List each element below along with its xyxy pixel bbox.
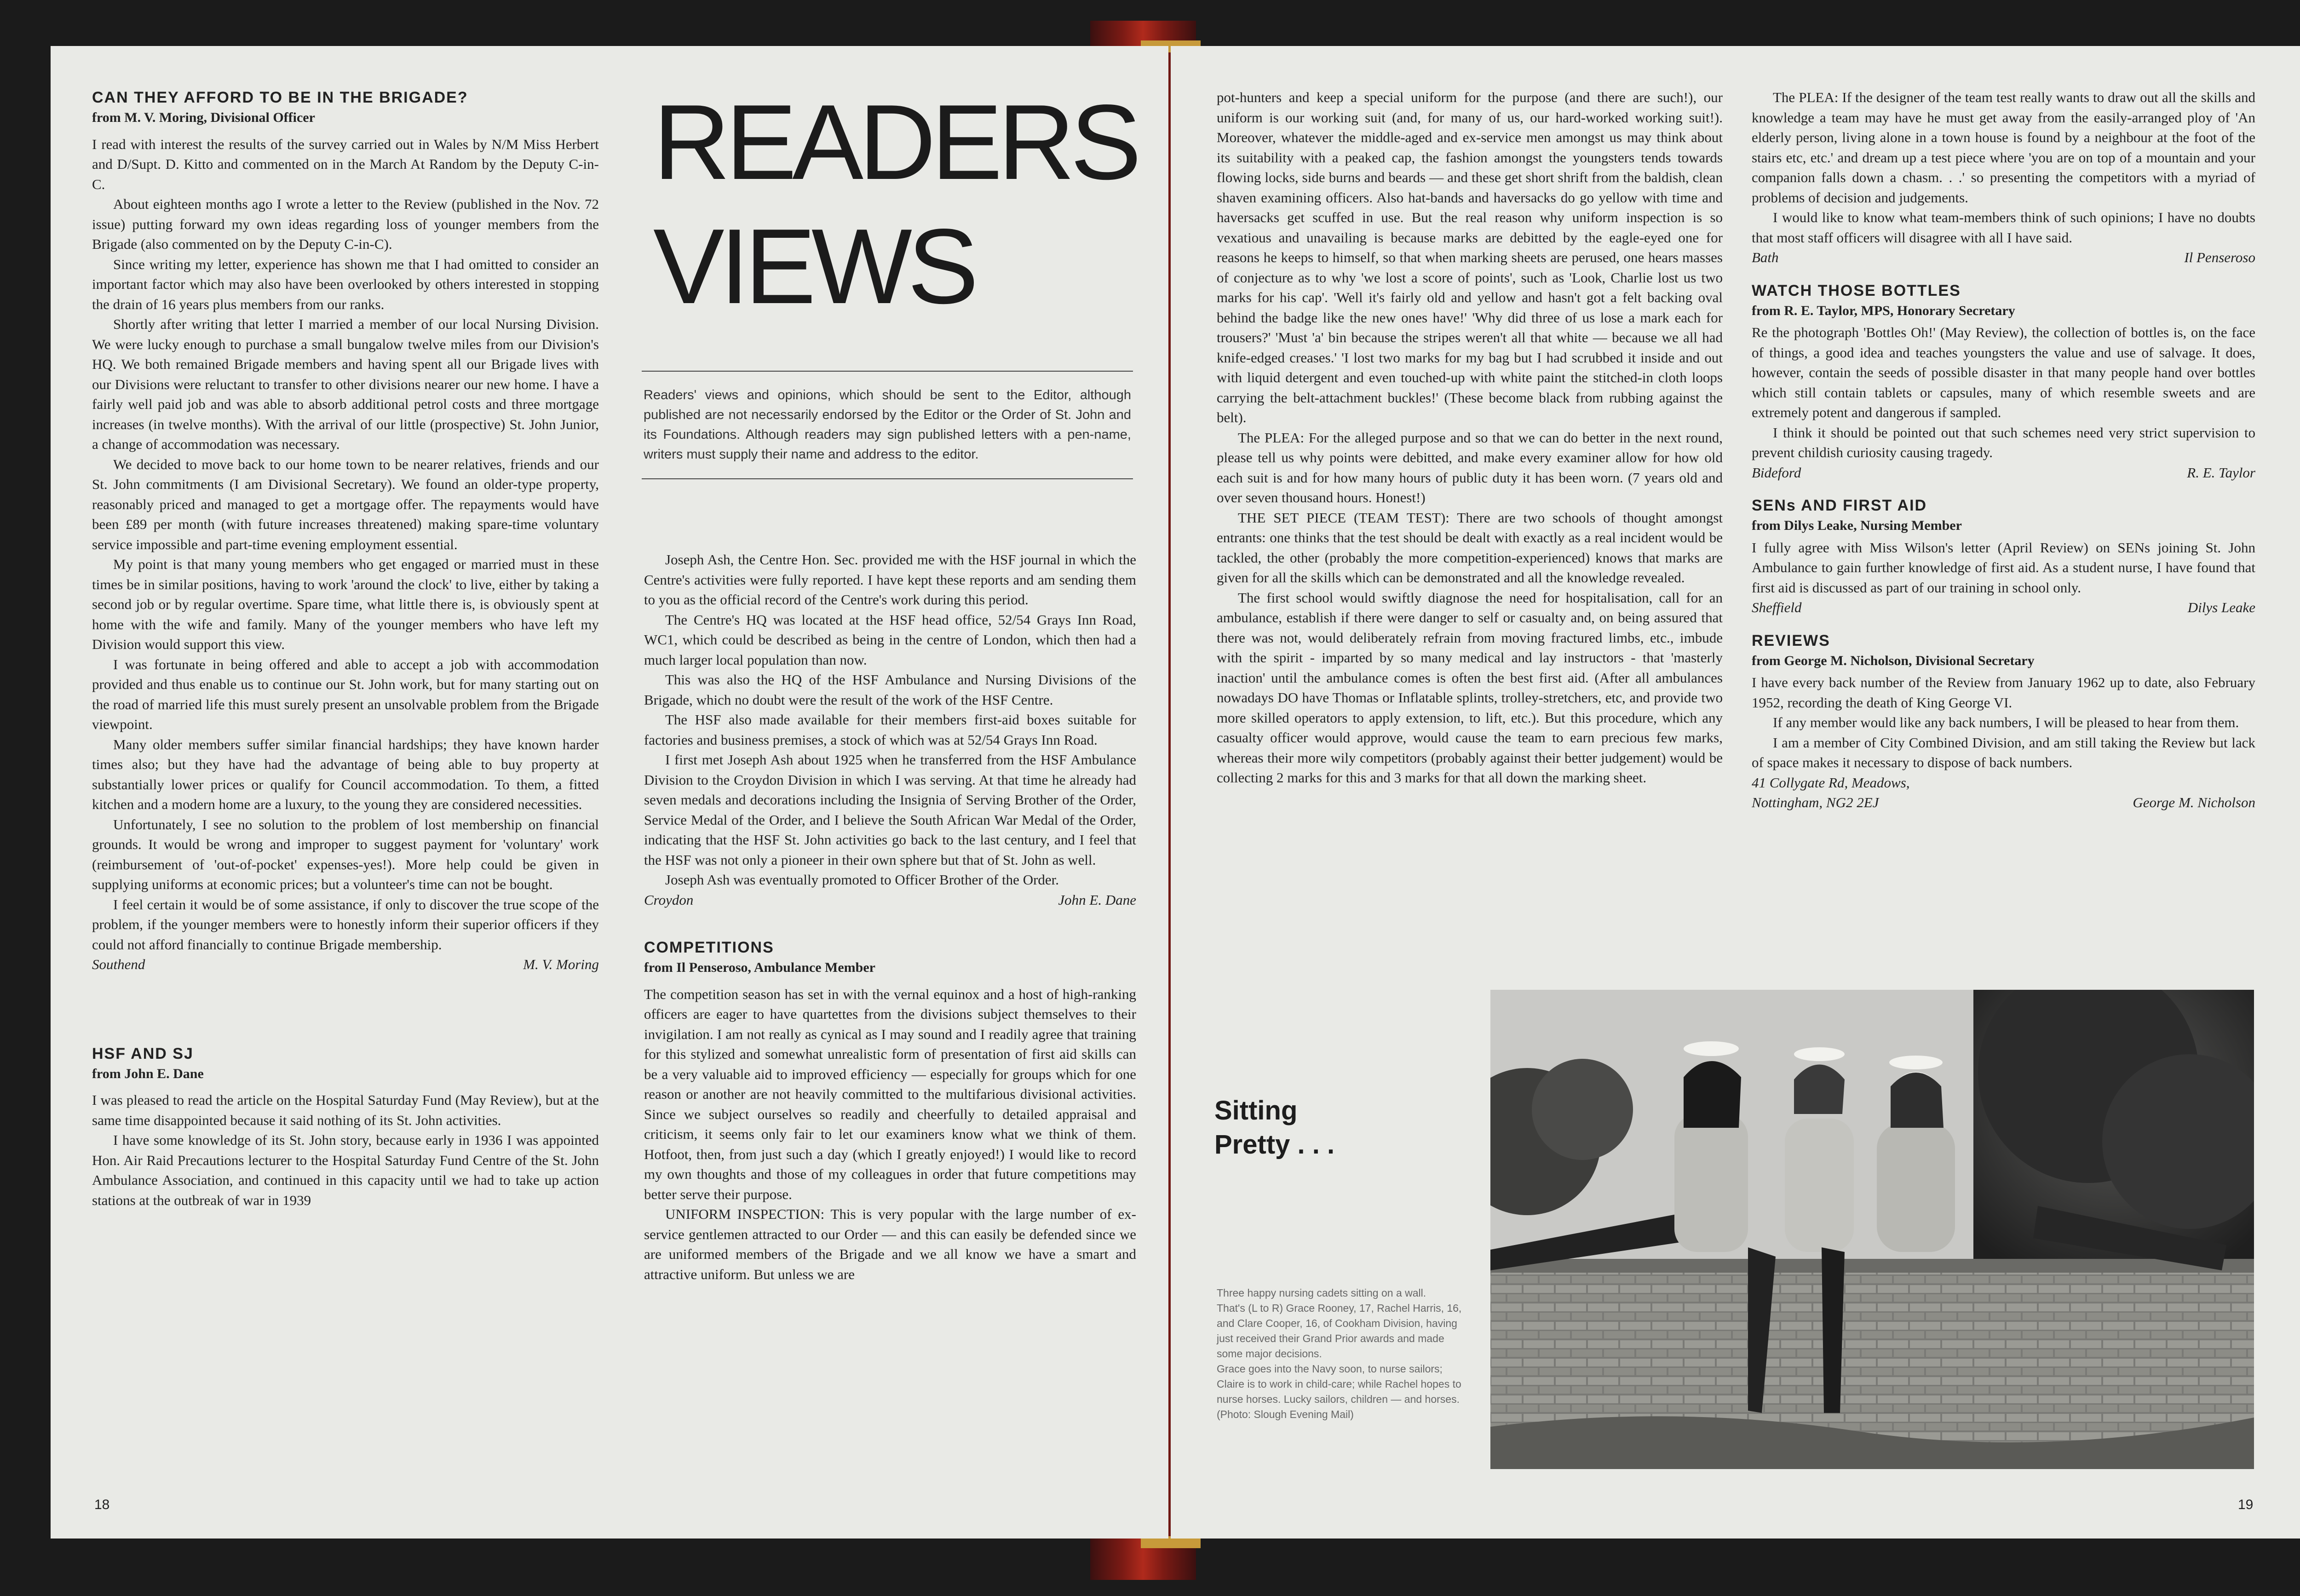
signature-name: Dilys Leake <box>2187 599 2255 615</box>
paragraph: About eighteen months ago I wrote a letter to the Review (published in the Nov. 72 issue) putting forward my own ideas regarding loss of younger members from the Brigade (also commented on by the Deputy C-in-C). <box>92 196 599 252</box>
nursing-cadets-photo <box>1490 990 2254 1469</box>
letter-column-right-2 <box>1752 87 2255 813</box>
letter-author: from M. V. Moring, Divisional Officer <box>92 110 315 125</box>
letter-author: from George M. Nicholson, Divisional Secretary <box>1752 653 2035 668</box>
paragraph: I would like to know what team-members think of such opinions; I have no doubts that most staff officers will disagree with all I have said. <box>1752 209 2255 246</box>
letter-author: from John E. Dane <box>92 1066 204 1081</box>
signature-name: John E. Dane <box>1058 891 1136 908</box>
paragraph: The first school would swiftly diagnose the need for hospitalisation, call for an ambulance, establish if there were danger to self or casualty and, on being assured that there was not, would deliberately refrain from moving fractured limbs, etc., imbude with the spirit - imparted by so many medical and lay instructors - that 'masterly inaction' until the ambulance comes is often the best first aid. (After all ambulances nowadays DO have Thomas or Inflatable splints, trolley-stretchers, etc, and provide two more skilled operators to apply extension, to lift, etc.). But this procedure, which any casualty officer would approve, would cause the team to earn precious few marks, whereas their more wily competitors (probably against their better judgement) would be collecting 2 marks for this and 3 marks for that all down the marking sheet. <box>1217 589 1723 786</box>
signature <box>1752 597 2255 618</box>
paragraph: My point is that many young members who get engaged or married must in these times be in similar positions, having to work 'around the clock' to live, either by taking a second job or by regular overtime. Spare time, what little there is, is obviously spent at home with the wife and family. Many of the younger members who have left my Division would support this view. <box>92 556 599 652</box>
photo-title <box>1214 1094 1334 1162</box>
paragraph: I read with interest the results of the survey carried out in Wales by N/M Miss Herbert and D/Supt. D. Kitto and commented on in the March At Random by the Deputy C-in-C. <box>92 136 599 192</box>
paragraph: I have every back number of the Review from January 1962 up to date, also February 1952, recording the death of King George VI. <box>1752 674 2255 711</box>
photo-title-line-1: Sitting <box>1214 1096 1298 1125</box>
paragraph: The Centre's HQ was located at the HSF head office, 52/54 Grays Inn Road, WC1, which could be described as being in the centre of London, which then had a much larger local population than now. <box>644 611 1136 668</box>
paragraph: This was also the HQ of the HSF Ambulance and Nursing Divisions of the Brigade, which no doubt were the result of the work of the HSF Centre. <box>644 672 1136 708</box>
paragraph: I have some knowledge of its St. John story, because early in 1936 I was appointed Hon. Air Raid Precautions lecturer to the Hospital Saturday Fund Centre of the St. John Ambulance Association, and continued in this capacity until we had to take up action stations at the outbreak of war in 1939 <box>92 1132 599 1208</box>
letter-column-middle <box>644 550 1136 1284</box>
title-line-2: VIEWS <box>653 207 974 326</box>
signature-place: Nottingham, NG2 2EJ <box>1752 794 1879 810</box>
letter-author: from R. E. Taylor, MPS, Honorary Secretary <box>1752 303 2015 318</box>
intro-box: Readers' views and opinions, which should be sent to the Editor, although published are not necessarily endorsed by the Editor or the Order of St. John and its Foundations. Although readers may sign published letters with a pen-name, writers must supply their name and address to the editor. <box>642 371 1133 479</box>
signature-name: M. V. Moring <box>523 956 599 972</box>
paragraph: Unfortunately, I see no solution to the problem of lost membership on financial grounds. It would be wrong and improper to suggest payment for 'voluntary' work (reimbursement of 'out-of-pocket' expenses-yes!). More help could be given in supplying uniforms at economic prices; but a volunteer's time can not be bought. <box>92 816 599 892</box>
letter-heading: HSF AND SJ <box>92 1045 194 1062</box>
signature <box>1752 463 2255 483</box>
signature-place: 41 Collygate Rd, Meadows, <box>1752 774 1910 791</box>
letter-heading: SENs AND FIRST AID <box>1752 497 1927 514</box>
signature <box>644 890 1136 910</box>
letter-heading: REVIEWS <box>1752 632 1830 649</box>
paragraph: The PLEA: If the designer of the team test really wants to draw out all the skills and knowledge a team may have he must get away from the easily-arranged ploy of 'An elderly person, living alone in a town house is found by a neighbour at the foot of the stairs etc, etc.' and dream up a test piece where 'you are on top of a mountain and your companion falls down a chasm. . .' so presenting the competitors with a myriad of problems of decision and judgements. <box>1752 89 2255 206</box>
paragraph: Shortly after writing that letter I married a member of our local Nursing Division. We were lucky enough to purchase a small bungalow twelve miles from our Division's HQ. We both remained Brigade members and having spent all our Brigade lives with our Divisions were reluctant to transfer to other divisions nearer our new home. I have a fairly well paid job and was able to absorb additional petrol costs and three mortgage increases (in twelve months). With the arrival of our little (prospective) St. John Junior, a change of accommodation was necessary. <box>92 316 599 452</box>
letter-heading: COMPETITIONS <box>644 939 774 956</box>
paragraph: THE SET PIECE (TEAM TEST): There are two schools of thought amongst entrants: one thinks that the test should be dealt with exactly as a real incident would be tackled, the other (probably the more competition-experienced) knows that marks are given for all the skills which can be demonstrated and all the knowledge revealed. <box>1217 509 1723 586</box>
letter-author: from Il Penseroso, Ambulance Member <box>644 960 875 975</box>
letter-column-right-1 <box>1217 87 1723 788</box>
paragraph: The competition season has set in with the vernal equinox and a host of high-ranking officers are eager to have quartettes from the divisions subject themselves to their invigilation. I am not really as cynical as I may sound and I readily agree that training for this stylized and somewhat unrealistic form of presentation of first aid skills can be a very valuable aid to improved efficiency — especially for groups which for one reason or another are not heavily committed to the multifarious divisional activities. Since we subject ourselves so readily and cheerfully to detailed appraisal and criticism, it seems only fair to let our examiners know what we think of them. Hotfoot, then, from just such a day (which I greatly enjoyed!) I would like to record my own thoughts and those of my colleagues in order that future competitions may better serve their purpose. <box>644 986 1136 1202</box>
paragraph: I fully agree with Miss Wilson's letter (April Review) on SENs joining St. John Ambulance to gain further knowledge of first aid. As a student nurse, I have found that first aid is discussed as part of our training in school only. <box>1752 539 2255 596</box>
paragraph: The PLEA: For the alleged purpose and so that we can do better in the next round, please tell us why points were debitted, and make every examiner allow for how old each suit is and for how many hours of public duty it has been worn. (7 years old and over seven thousand hours. Honest!) <box>1217 429 1723 505</box>
letter-author: from Dilys Leake, Nursing Member <box>1752 518 1962 533</box>
paragraph: I think it should be pointed out that such schemes need very strict supervision to prevent childish curiosity causing tragedy. <box>1752 424 2255 460</box>
paragraph: Many older members suffer similar financial hardships; they have known harder times also; but they have had the advantage of being able to buy property at substantially lower prices or qualify for Council accommodation. To them, a fitted kitchen and a modern home are a luxury, to the young they are considered necessities. <box>92 736 599 812</box>
signature-address <box>1752 773 2255 793</box>
signature <box>92 954 599 975</box>
paragraph: If any member would like any back numbers, I will be pleased to hear from them. <box>1773 714 2239 730</box>
letter-column-left <box>92 87 599 1210</box>
caption-line: That's (L to R) Grace Rooney, 17, Rachel Harris, 16, and Clare Cooper, 16, of Cookham Division, having just received their Grand Prior awards and made some major decisions. <box>1217 1302 1462 1360</box>
photo-title-line-2: Pretty . . . <box>1214 1130 1335 1160</box>
page-number-left: 18 <box>94 1497 110 1512</box>
paragraph: UNIFORM INSPECTION: This is very popular with the large number of ex-service gentlemen attracted to our Order — and this can easily be defended since we are uniformed members of the Brigade and we all know we have a smart and attractive uniform. But unless we are <box>644 1206 1136 1282</box>
signature-place: Bideford <box>1752 464 1801 481</box>
photo-caption <box>1217 1286 1467 1422</box>
signature <box>1752 247 2255 268</box>
paragraph: Re the photograph 'Bottles Oh!' (May Review), the collection of bottles is, on the face of things, a good idea and teaches youngsters the value and use of salvage. It does, however, contain the seeds of possible disaster in that many people hand over bottles which still contain tablets or capsules, many of which resemble sweets and are extremely potent and dangerous if sampled. <box>1752 324 2255 420</box>
title-line-1: READERS <box>653 83 1137 202</box>
paragraph: pot-hunters and keep a special uniform for the purpose (and there are such!), our uniform is our working suit (and, for many of us, our hard-worked working suit!). Moreover, whatever the middle-aged and ex-service men amongst us may think about its suitability with a peaked cap, the fashion amongst the youngsters tends towards flowing locks, side burns and beards — and these get short shrift from the baldish, clean shaven examining officers. Also hat-bands and haversacks do go yellow with time and haversacks get scuffed in use. But the real reason why uniform inspection is so vexatious and unavailing is because marks are debitted by the eagle-eyed one for reasons he keeps to himself, so that when marking sheets are perused, one hears masses of conjecture as to why 'we lost a score of points', such as 'Look, Charlie lost us two marks for his cap'. 'Well it's fairly old and yellow and hasn't got a felt backing oval behind the badge like the new ones have!' 'Why did three of us lose a mark each for trousers?' 'Must 'a' bin because the stripes weren't all that white — because we all had knife-edged creases.' 'I lost two marks for my bag but I had scrubbed it inside and out with liquid detergent and even touched-up with white paint the stitched-in cloth loops carrying the belt-attachment buckles!' (These become black from rubbing against the belt). <box>1217 89 1723 425</box>
letter-heading: WATCH THOSE BOTTLES <box>1752 281 1961 299</box>
signature-name: R. E. Taylor <box>2187 464 2255 481</box>
caption-line: Three happy nursing cadets sitting on a wall. <box>1217 1287 1426 1299</box>
signature-place: Croydon <box>644 891 694 908</box>
paragraph: I was pleased to read the article on the Hospital Saturday Fund (May Review), but at the same time disappointed because it said nothing of its St. John activities. <box>92 1092 599 1128</box>
signature <box>1752 792 2255 813</box>
signature-place: Bath <box>1752 249 1779 265</box>
signature-place: Southend <box>92 956 145 972</box>
paragraph: Since writing my letter, experience has shown me that I had omitted to consider an important factor which may also have been overlooked by others interested in stopping the drain of 16 years plus members from our ranks. <box>92 256 599 312</box>
paragraph: Joseph Ash, the Centre Hon. Sec. provided me with the HSF journal in which the Centre's activities were fully reported. I have kept these reports and am sending them to you as the official record of the Centre's work during this period. <box>644 551 1136 608</box>
caption-line: Grace goes into the Navy soon, to nurse sailors; Claire is to work in child-care; while Rachel hopes to nurse horses. Lucky sailors, children — and horses. (Photo: Slough Evening Mail) <box>1217 1363 1461 1420</box>
paragraph: We decided to move back to our home town to be nearer relatives, friends and our St. John commitments (I am Divisional Secretary). We found an older-type property, reasonably priced and managed to get a mortgage offer. The repayments would have been £89 per month (with future increases threatened) making spare-time voluntary service impossible and part-time evening employment essential. <box>92 456 599 552</box>
signature-name: Il Penseroso <box>2184 249 2255 265</box>
paragraph: I am a member of City Combined Division, and am still taking the Review but lack of space makes it necessary to dispose of back numbers. <box>1752 734 2255 770</box>
signature-place: Sheffield <box>1752 599 1802 615</box>
letter-heading: CAN THEY AFFORD TO BE IN THE BRIGADE? <box>92 89 468 106</box>
page-title <box>653 80 1137 329</box>
paragraph: I first met Joseph Ash about 1925 when he transferred from the HSF Ambulance Division to the Croydon Division in which I was serving. At that time he already had seven medals and decorations including the Insignia of Serving Brother of the Order, Service Medal of the Order, and I believe the South African War Medal of the Order, indicating that the HSF St. John activities go back to the last century, and I feel that the HSF was not only a pioneer in their own sphere but that of St. John as well. <box>644 752 1136 868</box>
signature-name: George M. Nicholson <box>2133 794 2255 810</box>
paragraph: Joseph Ash was eventually promoted to Officer Brother of the Order. <box>665 872 1059 888</box>
paragraph: I was fortunate in being offered and able to accept a job with accommodation provided and thus enable us to continue our St. John work, but for many starting out on the road of married life this must surely present an unsolvable problem from the Brigade viewpoint. <box>92 656 599 732</box>
page-number-right: 19 <box>2238 1497 2254 1512</box>
paragraph: I feel certain it would be of some assistance, if only to discover the true scope of the problem, if the younger members were to honestly inform their superior officers if they could not afford financially to continue Brigade membership. <box>92 896 599 953</box>
paragraph: The HSF also made available for their members first-aid boxes suitable for factories and business premises, a stock of which was at 52/54 Grays Inn Road. <box>644 712 1136 748</box>
